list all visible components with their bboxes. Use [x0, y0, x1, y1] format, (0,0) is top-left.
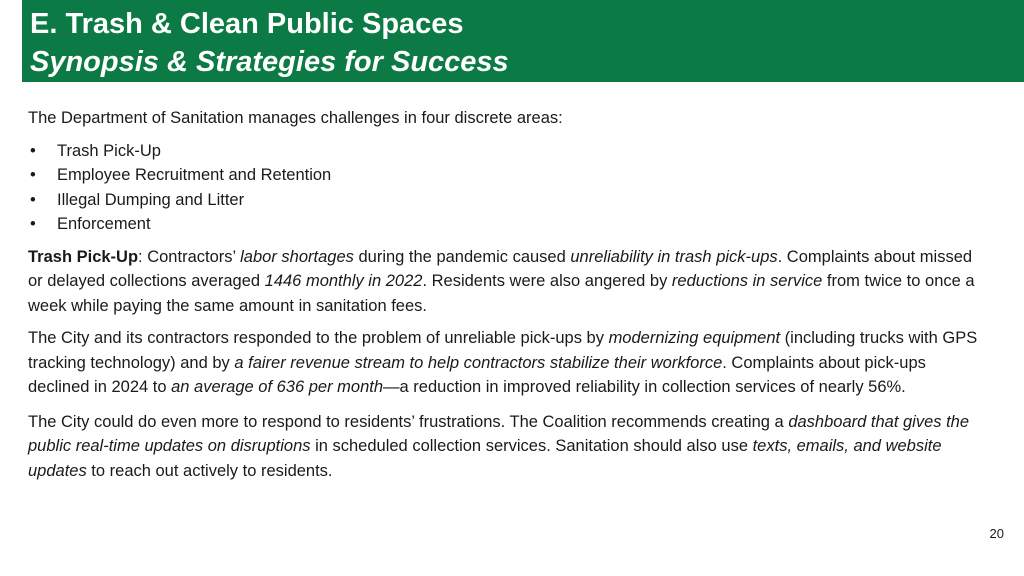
list-item: [28, 163, 978, 188]
text-run: during the pandemic caused: [353, 247, 571, 266]
slide-body: [28, 106, 978, 483]
bullet-icon: •: [30, 215, 36, 233]
response-paragraph: [28, 326, 978, 400]
bullet-icon: •: [30, 141, 36, 160]
emphasis-run: modernizing equipment: [608, 329, 781, 347]
text-run: . Complaints about pick-ups declined in 2024 to: [28, 353, 926, 396]
text-run: (including trucks with GPS tracking technology) and by: [28, 329, 978, 372]
list-item: [28, 212, 978, 237]
intro-text: The Department of Sanitation manages challenges in four discrete areas:: [28, 109, 563, 127]
slide-title: E. Trash & Clean Public Spaces: [30, 8, 464, 40]
list-item: [28, 139, 978, 164]
bullet-icon: •: [30, 190, 36, 209]
emphasis-run: dashboard that gives the public real-time updates on disruptions: [28, 412, 970, 455]
text-run: in scheduled collection services. Sanitation should also use: [310, 437, 753, 455]
page-number: 20: [989, 526, 1004, 541]
text-run: from twice to once a week while paying the same amount in sanitation fees.: [28, 272, 975, 315]
area-label: Illegal Dumping and Litter: [57, 190, 245, 209]
area-label: Enforcement: [57, 215, 151, 233]
header-accent-strip: [0, 0, 22, 82]
emphasis-run: an average of 636 per month: [171, 378, 384, 396]
emphasis-run: unreliability in trash pick-ups: [570, 247, 778, 266]
trash-pickup-paragraph: [28, 245, 978, 319]
text-run: . Complaints about missed or delayed collections averaged: [28, 247, 973, 290]
text-run: to reach out actively to residents.: [86, 461, 333, 480]
slide-subtitle: Synopsis & Strategies for Success: [30, 46, 509, 78]
emphasis-run: texts, emails, and website updates: [28, 437, 942, 480]
area-label: Employee Recruitment and Retention: [57, 166, 332, 184]
bullet-icon: •: [30, 166, 36, 184]
text-run: . Residents were also angered by: [422, 272, 672, 290]
text-run: —a reduction in improved reliability in collection services of nearly 56%.: [383, 378, 906, 396]
emphasis-run: 1446 monthly in 2022: [264, 272, 423, 290]
text-run: The City could do even more to respond to residents’ frustrations. The Coalition recommends creating a: [28, 412, 789, 431]
emphasis-run: reductions in service: [671, 272, 823, 290]
emphasis-run: labor shortages: [240, 247, 354, 266]
list-item: [28, 188, 978, 213]
text-run: : Contractors’: [138, 247, 241, 266]
areas-list: [28, 139, 978, 237]
recommendation-paragraph: [28, 410, 978, 484]
emphasis-run: a fairer revenue stream to help contractors stabilize their workforce: [234, 353, 723, 372]
slide-header: [0, 0, 1024, 82]
paragraph-lead: Trash Pick-Up: [28, 247, 139, 266]
area-label: Trash Pick-Up: [57, 141, 161, 160]
text-run: The City and its contractors responded to the problem of unreliable pick-ups by: [28, 329, 609, 347]
